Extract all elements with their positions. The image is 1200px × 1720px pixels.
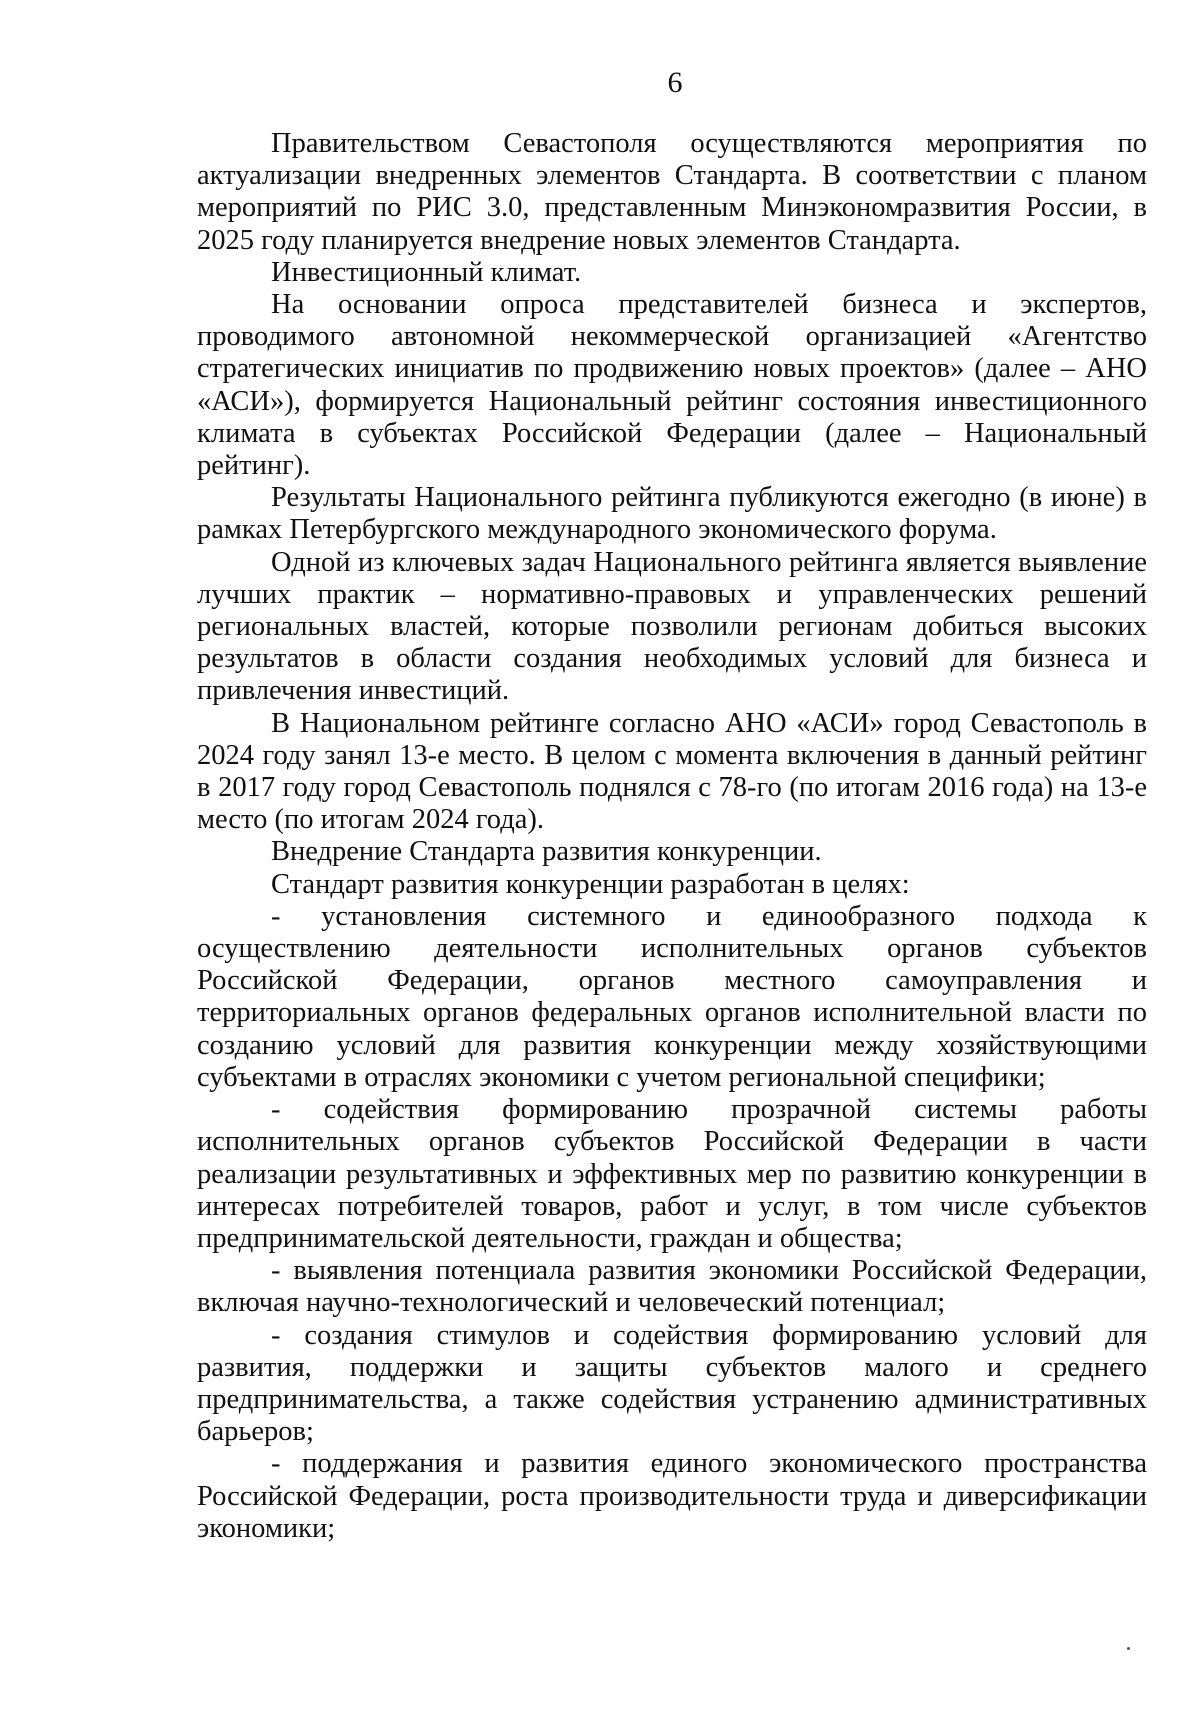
paragraph-rating-tasks: Одной из ключевых задач Национального рейтинга является выявление лучших практик – нормативно-правовых и управленческих решений региональных властей, которые позволили регионам добиться высоких результатов в области создания необходимых условий для бизнеса и привлечения инвестиций.	[197, 546, 1147, 707]
list-item-sme-support: - создания стимулов и содействия формированию условий для развития, поддержки и защиты субъектов малого и среднего предпринимательства, а также содействия устранению административных барьеров;	[197, 1319, 1147, 1448]
scan-speck	[1127, 1647, 1130, 1650]
paragraph-standard-actualization: Правительством Севастополя осуществляются мероприятия по актуализации внедренных элементов Стандарта. В соответствии с планом мероприятий по РИС 3.0, представленным Минэкономразвития России, в 2025 году планируется внедрение новых элементов Стандарта.	[197, 128, 1147, 256]
paragraph-national-rating-intro: На основании опроса представителей бизнеса и экспертов, проводимого автономной некоммерческой организацией «Агентство стратегических инициатив по продвижению новых проектов» (далее – АНО «АСИ»), формируется Национальный рейтинг состояния инвестиционного климата в субъектах Российской Федерации (далее – Национальный рейтинг).	[197, 289, 1147, 482]
paragraph-standard-goals: Стандарт развития конкуренции разработан в целях:	[271, 868, 910, 900]
list-item-unified-approach: - установления системного и единообразного подхода к осуществлению деятельности исполнительных органов субъектов Российской Федерации, органов местного самоуправления и территориальных органов федеральных органов исполнительной власти по созданию условий для развития конкуренции между хозяйствующими субъектами в отраслях экономики с учетом региональной специфики;	[197, 900, 1147, 1093]
paragraph-sevastopol-rank: В Национальном рейтинге согласно АНО «АСИ» город Севастополь в 2024 году занял 13-е место. В целом с момента включения в данный рейтинг в 2017 году город Севастополь поднялся с 78-го (по итогам 2016 года) на 13-е место (по итогам 2024 года).	[197, 707, 1147, 836]
heading-investment-climate: Инвестиционный климат.	[271, 256, 582, 288]
list-item-economic-space: - поддержания и развития единого экономического пространства Российской Федерации, роста производительности труда и диверсификации экономики;	[197, 1448, 1147, 1544]
paragraph-rating-results: Результаты Национального рейтинга публикуются ежегодно (в июне) в рамках Петербургского международного экономического форума.	[197, 482, 1147, 546]
heading-competition-standard: Внедрение Стандарта развития конкуренции.	[271, 836, 822, 868]
document-body	[197, 128, 1147, 1545]
list-item-transparent-system: - содействия формированию прозрачной системы работы исполнительных органов субъектов Российской Федерации в части реализации результативных и эффективных мер по развитию конкуренции в интересах потребителей товаров, работ и услуг, в том числе субъектов предпринимательской деятельности, граждан и общества;	[197, 1094, 1147, 1254]
page-number: 6	[667, 66, 683, 99]
list-item-economic-potential: - выявления потенциала развития экономики Российской Федерации, включая научно-технологический и человеческий потенциал;	[197, 1255, 1147, 1319]
